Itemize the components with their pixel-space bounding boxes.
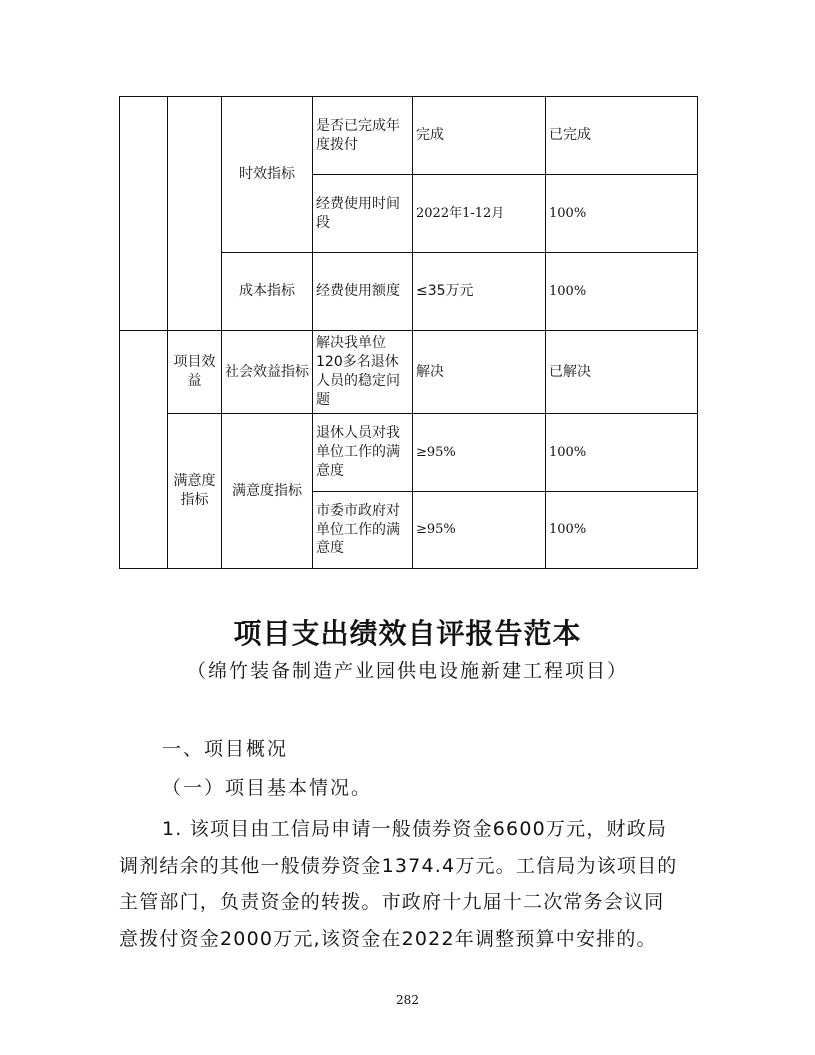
indicator-item-cell: 退休人员对我单位工作的满意度 [313, 414, 413, 492]
table-cell-blank [168, 97, 222, 331]
paragraph-line: 意拨付资金2000万元,该资金在2022年调整预算中安排的。 [119, 927, 657, 950]
actual-value-cell: 100% [546, 414, 698, 492]
target-value-cell: 解决 [413, 331, 546, 414]
table-cell-blank [120, 331, 168, 569]
report-subtitle: （绵竹装备制造产业园供电设施新建工程项目） [186, 660, 628, 682]
table-row [120, 97, 698, 175]
paragraph-line: 1. 该项目由工信局申请一般债券资金6600万元，财政局 [162, 818, 668, 840]
indicator-item-cell: 解决我单位120多名退休人员的稳定问题 [313, 331, 413, 414]
sub-indicator-cell: 社会效益指标 [222, 331, 313, 414]
paragraph-line: 主管部门，负责资金的转拨。市政府十九届十二次常务会议同 [119, 891, 665, 913]
actual-value-cell: 100% [546, 253, 698, 331]
indicator-item-cell: 经费使用时间段 [313, 175, 413, 253]
paragraph-line: 调剂结余的其他一般债券资金1374.4万元。工信局为该项目的 [119, 854, 678, 877]
actual-value-cell: 已完成 [546, 97, 698, 175]
category-cell: 项目效益 [168, 331, 222, 414]
actual-value-cell: 已解决 [546, 331, 698, 414]
indicator-item-cell: 是否已完成年度拨付 [313, 97, 413, 175]
table-row [120, 414, 698, 492]
actual-value-cell: 100% [546, 175, 698, 253]
subsection-heading: （一）项目基本情况。 [162, 777, 373, 799]
table-row [120, 331, 698, 414]
target-value-cell: ≤35万元 [413, 253, 546, 331]
indicator-item-cell: 市委市政府对单位工作的满意度 [313, 492, 413, 569]
target-value-cell: 完成 [413, 97, 546, 175]
sub-indicator-cell: 成本指标 [222, 253, 313, 331]
sub-indicator-cell: 满意度指标 [222, 414, 313, 569]
sub-indicator-cell: 时效指标 [222, 97, 313, 253]
target-value-cell: ≥95% [413, 414, 546, 492]
performance-indicator-table [119, 96, 698, 569]
actual-value-cell: 100% [546, 492, 698, 569]
indicator-item-cell: 经费使用额度 [313, 253, 413, 331]
target-value-cell: 2022年1-12月 [413, 175, 546, 253]
page-number: 282 [396, 993, 419, 1007]
section-heading: 一、项目概况 [162, 738, 289, 760]
report-title: 项目支出绩效自评报告范本 [233, 617, 582, 650]
body-paragraph [119, 811, 699, 957]
table-cell-blank [120, 97, 168, 331]
category-cell: 满意度指标 [168, 414, 222, 569]
target-value-cell: ≥95% [413, 492, 546, 569]
